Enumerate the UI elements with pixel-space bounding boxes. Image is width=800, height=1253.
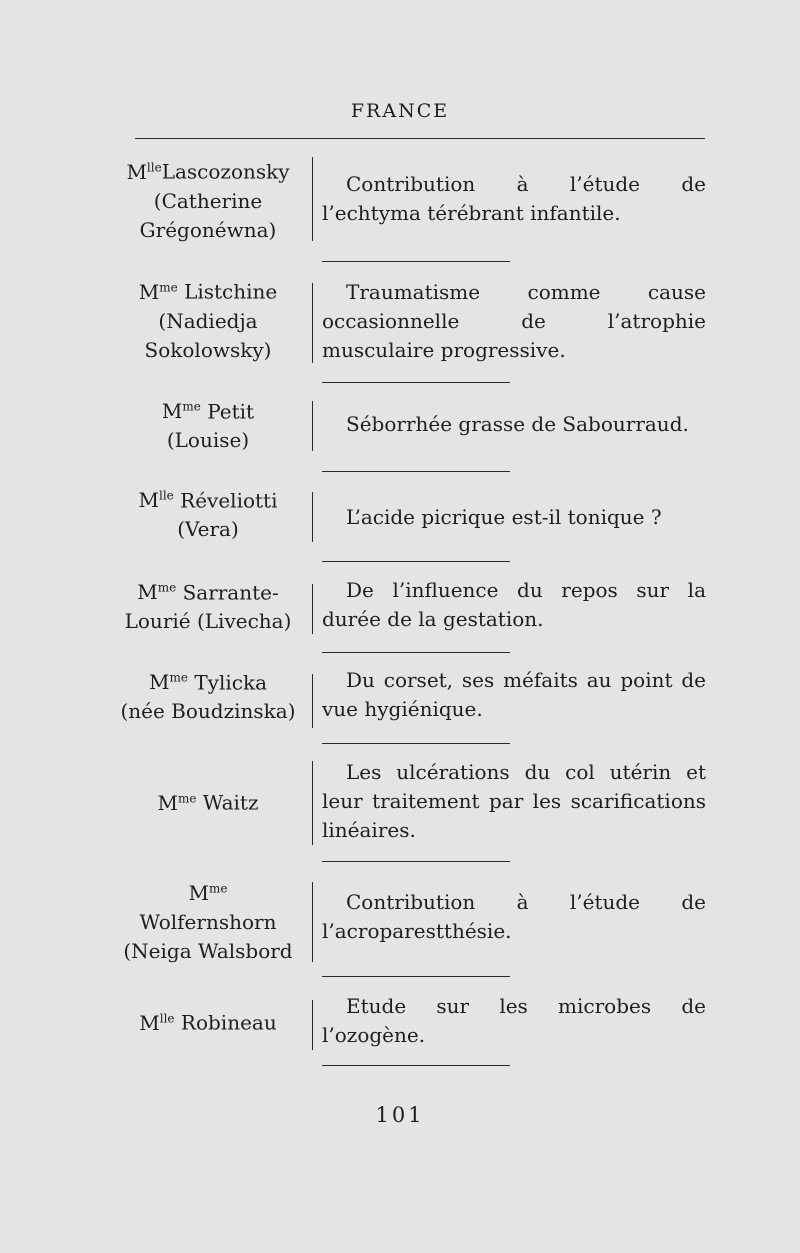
- author-name: [110, 484, 306, 542]
- honorific: $M^{lle}$: [138, 488, 174, 513]
- thesis-title: L’acide picrique est-il tonique ?: [346, 504, 662, 529]
- author-name: [110, 666, 306, 724]
- entry-separator: [322, 471, 510, 472]
- author-line: (Neiga Walsbord: [123, 938, 293, 963]
- thesis-title: Les ulcérations du col utérin et leur traitement par les scarifications linéaires.: [322, 759, 706, 842]
- author-line: Grégonéwna): [139, 217, 277, 242]
- honorific: $M^{me}$: [161, 399, 201, 424]
- thesis-title: De l’influence du repos sur la durée de la gestation.: [322, 578, 706, 631]
- header-rule: [135, 138, 705, 139]
- author-line: (Nadiedja: [158, 308, 258, 333]
- honorific: $M^{me}$: [157, 790, 197, 815]
- author-line: Sokolowsky): [144, 337, 272, 362]
- author-name: [110, 876, 306, 964]
- author-line: Lourié (Livecha): [124, 609, 292, 634]
- thesis-title: Contribution à l’étude de l’acroparestthésie.: [322, 890, 706, 943]
- author-line: Sarrante-: [182, 580, 279, 605]
- author-line: (Louise): [166, 428, 250, 453]
- honorific: $M^{lle}$: [126, 159, 162, 184]
- entry-separator: [322, 976, 510, 977]
- entry-separator: [322, 652, 510, 653]
- thesis-title: Contribution à l’étude de l’echtyma térébrant infantile.: [322, 172, 706, 225]
- author-name: [110, 576, 306, 634]
- honorific: $M^{me}$: [137, 580, 177, 605]
- author-line: Lascozonsky: [161, 159, 290, 184]
- thesis-title: Etude sur les microbes de l’ozogène.: [322, 994, 706, 1047]
- column-divider: [312, 401, 313, 451]
- page-number: 101: [375, 1103, 425, 1127]
- author-name: [110, 992, 306, 1050]
- honorific: $M^{me}$: [188, 880, 228, 905]
- author-line: (Catherine: [153, 188, 263, 213]
- author-name: [110, 757, 306, 845]
- author-line: (née Boudzinska): [120, 699, 296, 724]
- author-name: [110, 155, 306, 243]
- column-divider: [312, 492, 313, 542]
- entry-separator: [322, 861, 510, 862]
- author-line: Listchine: [184, 279, 278, 304]
- thesis-title: Séborrhée grasse de Sabourraud.: [346, 411, 689, 436]
- column-divider: [312, 1000, 313, 1050]
- entry-separator: [322, 561, 510, 562]
- page-header: FRANCE: [350, 100, 450, 122]
- author-line: Waitz: [202, 790, 259, 815]
- entry-separator: [322, 261, 510, 262]
- honorific: $M^{lle}$: [139, 1010, 175, 1035]
- author-name: [110, 395, 306, 453]
- thesis-title: Du corset, ses méfaits au point de vue hygiénique.: [322, 668, 706, 721]
- author-line: Robineau: [180, 1010, 277, 1035]
- thesis-title: Traumatisme comme cause occasionnelle de l’atrophie musculaire progressive.: [322, 279, 706, 362]
- column-divider: [312, 157, 313, 241]
- column-divider: [312, 283, 313, 363]
- author-name: [110, 275, 306, 363]
- entry-separator: [322, 382, 510, 383]
- author-line: Tylicka: [194, 670, 267, 695]
- column-divider: [312, 882, 313, 962]
- column-divider: [312, 674, 313, 728]
- entry-separator: [322, 1065, 510, 1066]
- author-line: Petit: [207, 399, 255, 424]
- author-line: Wolfernshorn: [139, 909, 277, 934]
- honorific: $M^{me}$: [148, 670, 188, 695]
- column-divider: [312, 761, 313, 845]
- column-divider: [312, 584, 313, 634]
- author-line: Réveliotti: [180, 488, 278, 513]
- author-line: (Vera): [177, 517, 239, 542]
- entry-separator: [322, 743, 510, 744]
- honorific: $M^{me}$: [138, 279, 178, 304]
